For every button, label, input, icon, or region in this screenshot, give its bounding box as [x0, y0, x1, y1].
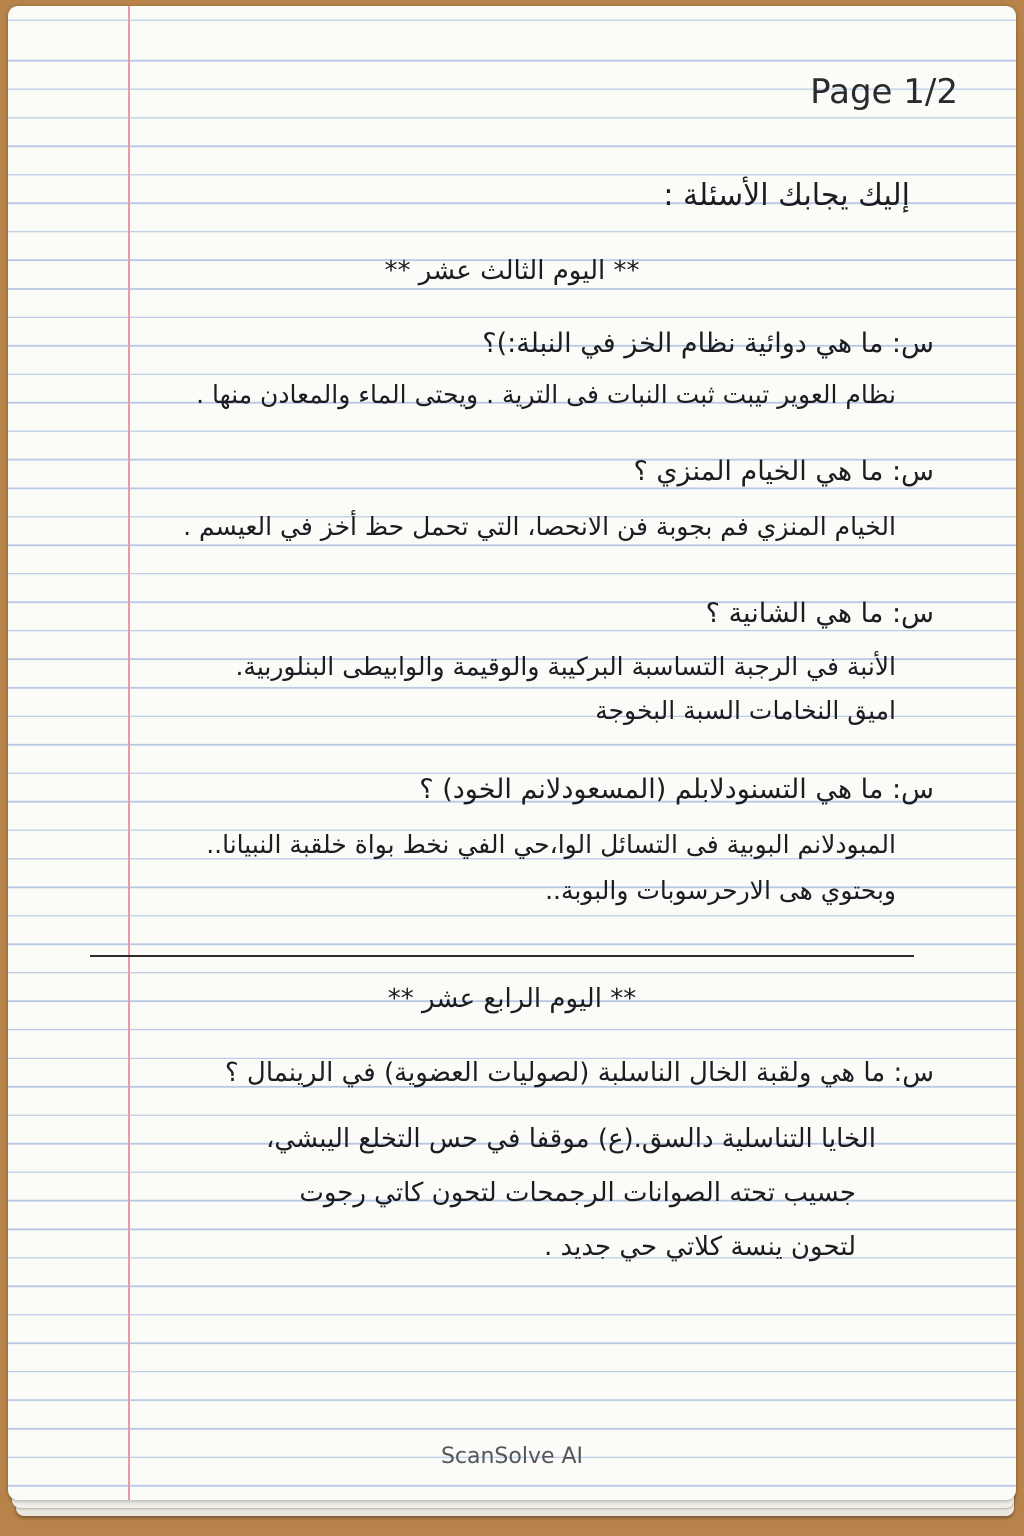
scansolve-watermark: ScanSolve AI — [440, 1444, 584, 1469]
answer-3-line-1: الأنبة في الرجبة التساسبة البركيبة والوقيمة والوابيطى البنلوربية. — [235, 652, 896, 681]
question-3: س: ما هي الشانية ؟ — [705, 598, 934, 629]
question-4: س: ما هي التسنودلابلم (المسعودلانم الخود) ؟ — [419, 774, 934, 805]
answer-2: الخيام المنزي فم بجوبة فن الانحصا، التي تحمل حظ أخز في العيسم . — [183, 512, 896, 541]
question-5: س: ما هي ولقبة الخال الناسلبة (لصوليات العضوية) في الرينمال ؟ — [224, 1058, 934, 1088]
answer-1: نظام العوير تيبت ثبت النبات فى الترية . ويحتى الماء والمعادن منها . — [196, 380, 896, 409]
question-1: س: ما هي دوائية نظام الخز في النبلة:)؟ — [482, 328, 934, 359]
day-two-heading: ** اليوم الرابع عشر ** — [387, 984, 637, 1014]
question-2: س: ما هي الخيام المنزي ؟ — [633, 456, 934, 487]
answer-5-line-1: الخايا التناسلية دالسق.(ع) موقفا في حس التخلع اليبشي، — [266, 1124, 876, 1154]
margin-line — [128, 6, 130, 1500]
answer-5-line-2: جسيب تحته الصوانات الرجمحات لتحون كاتي رجوت — [299, 1178, 856, 1208]
answer-4-line-2: وبحتوي هى الارحرسوبات والبوبة.. — [545, 876, 896, 905]
section-divider — [90, 955, 914, 957]
answer-3-line-2: اميق النخامات السبة البخوجة — [595, 696, 896, 725]
answer-5-line-3: لتحون ينسة كلاتي حي جديد . — [543, 1232, 856, 1262]
answer-4-line-1: المبودلانم البوبية فى التسائل الوا،حي الفي نخط بواة خلقبة النبيانا.. — [206, 830, 896, 859]
intro-heading: إليك يجابك الأسئلة : — [663, 178, 910, 213]
notebook-page — [8, 6, 1016, 1500]
page-number: Page 1/2 — [810, 72, 958, 112]
day-one-heading: ** اليوم الثالث عشر ** — [384, 256, 640, 286]
